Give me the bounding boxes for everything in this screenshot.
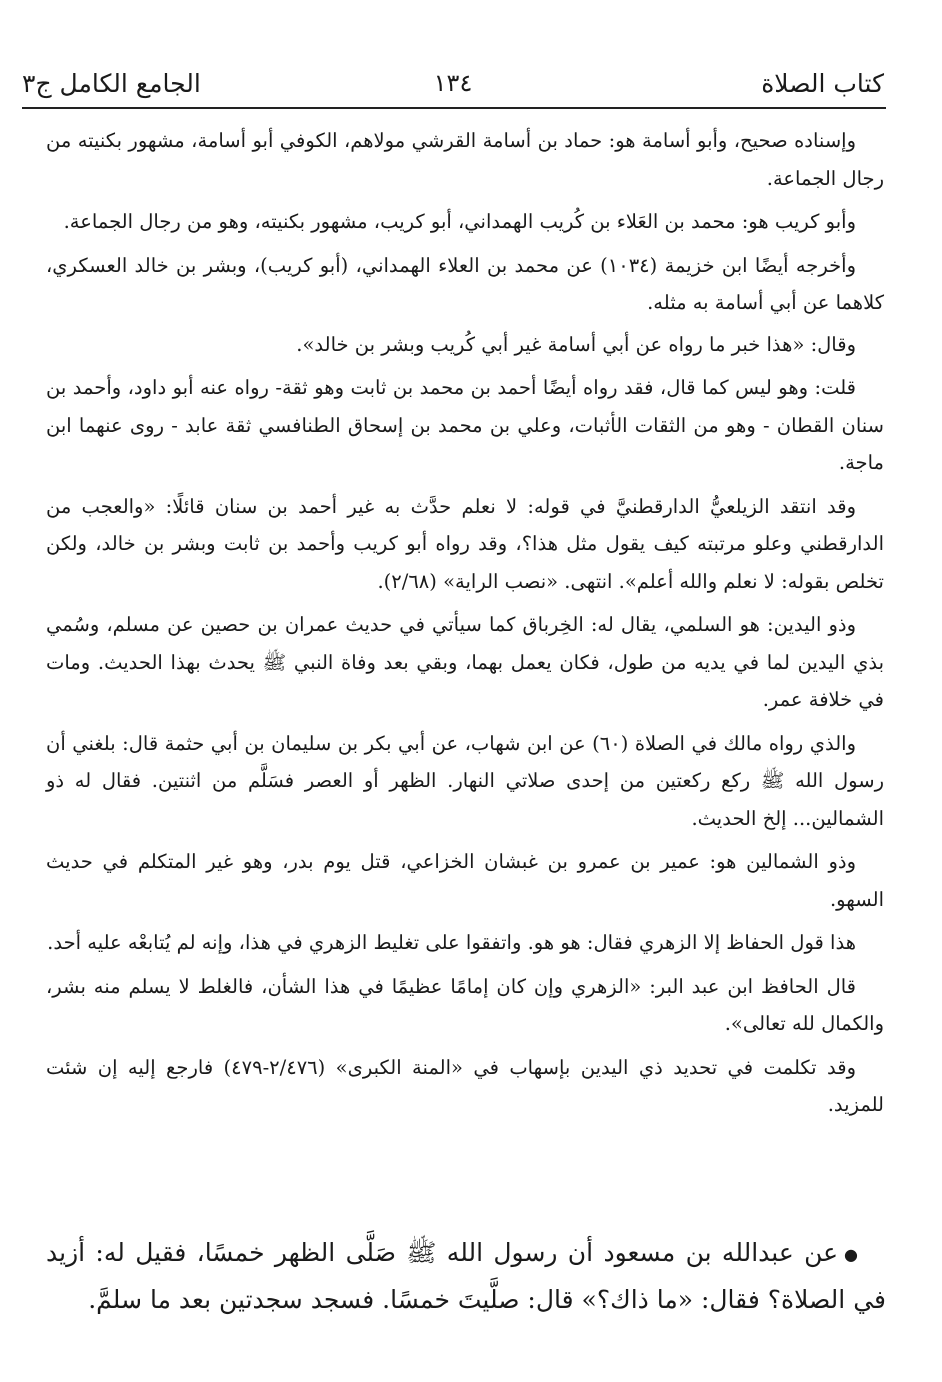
paragraph-abu-kurayb: وأبو كريب هو: محمد بن العَلاء بن كُريب الهمداني، أبو كريب، مشهور بكنيته، وهو من رجال الجماعة. — [63, 210, 856, 233]
bullet-icon: ● — [844, 1245, 858, 1264]
hadith-text — [46, 1230, 886, 1322]
volume-title: الجامع الكامل ج٣ — [22, 68, 201, 98]
paragraph-zaylai: وقد انتقد الزيلعيُّ الدارقطنيَّ في قوله: لا نعلم حدَّث به غير أحمد بن سنان قائلًا: «والعجب من الدارقطني وعلو مرتبته كيف يقول مثل هذا؟، وقد رواه أبو كريب وأحمد بن ثابت وبشر بن خالد، ولكن تخلص بقوله: لا نعلم والله أعلم». انتهى. «نصب الراية» (٢/٦٨). — [46, 494, 884, 593]
paragraph-dhush-shimalayn: وذو الشمالين هو: عمير بن عمرو بن غبشان الخزاعي، قتل يوم بدر، وهو غير المتكلم في حديث السهو. — [46, 850, 884, 911]
page-header — [22, 60, 884, 106]
paragraph-ibn-khuzaymah: وأخرجه أيضًا ابن خزيمة (١٠٣٤) عن محمد بن العلاء الهمداني، (أبو كريب)، وبشر بن خالد العسكري، كلاهما عن أبي أسامة به مثله. — [46, 253, 884, 314]
hadith-body: عن عبدالله بن مسعود أن رسول الله ﷺ صَلَّى الظهر خمسًا، فقيل له: أزيد في الصلاة؟ فقال: «ما ذاك؟» قال: صلَّيتَ خمسًا. فسجد سجدتين بعد ما سلمَّ. — [46, 1238, 886, 1314]
paragraph-ibn-abd-al-barr: قال الحافظ ابن عبد البر: «الزهري وإن كان إمامًا عظيمًا في هذا الشأن، فالغلط لا يسلم منه بشر، والكمال لله تعالى». — [46, 974, 884, 1035]
commentary-text — [46, 122, 884, 1130]
paragraph-al-minnah: وقد تكلمت في تحديد ذي اليدين بإسهاب في «المنة الكبرى» (٢/٤٧٦-٤٧٩) فارجع إليه إن شئت للمزيد. — [46, 1055, 884, 1116]
paragraph-dhul-yadayn: وذو اليدين: هو السلمي، يقال له: الخِرباق كما سيأتي في حديث عمران بن حصين عن مسلم، وسُمي بذي اليدين لما في يديه من طول، فكان يعمل بهما، وبقي بعد وفاة النبي ﷺ يحدث بهذا الحديث. ومات في خلافة عمر. — [46, 613, 884, 711]
paragraph-quote: وقال: «هذا خبر ما رواه عن أبي أسامة غير أبي كُريب وبشر بن خالد». — [296, 332, 856, 356]
header-divider — [22, 107, 886, 109]
book-title: كتاب الصلاة — [761, 68, 884, 98]
paragraph-huffaz: هذا قول الحفاظ إلا الزهري فقال: هو هو. واتفقوا على تغليط الزهري في هذا، وإنه لم يُتابعْه عليه أحد. — [47, 931, 856, 954]
paragraph-qultu: قلت: وهو ليس كما قال، فقد رواه أيضًا أحمد بن محمد بن ثابت وهو ثقة- رواه عنه أبو داود، وأحمد بن سنان القطان - وهو من الثقات الأثبات، وعلي بن محمد بن إسحاق الطنافسي ثقة عابد - روى عنهما ابن ماجة. — [46, 376, 884, 474]
paragraph-isnad: وإسناده صحيح، وأبو أسامة هو: حماد بن أسامة القرشي مولاهم، الكوفي أبو أسامة، مشهور بكنيته من رجال الجماعة. — [46, 129, 884, 190]
paragraph-malik: والذي رواه مالك في الصلاة (٦٠) عن ابن شهاب، عن أبي بكر بن سليمان بن أبي حثمة قال: بلغني أن رسول الله ﷺ ركع ركعتين من إحدى صلاتي النهار. الظهر أو العصر فسَلَّم من اثنتين. فقال له ذو الشمالين... إلخ الحديث. — [46, 731, 884, 830]
page-number: ١٣٤ — [433, 69, 473, 97]
